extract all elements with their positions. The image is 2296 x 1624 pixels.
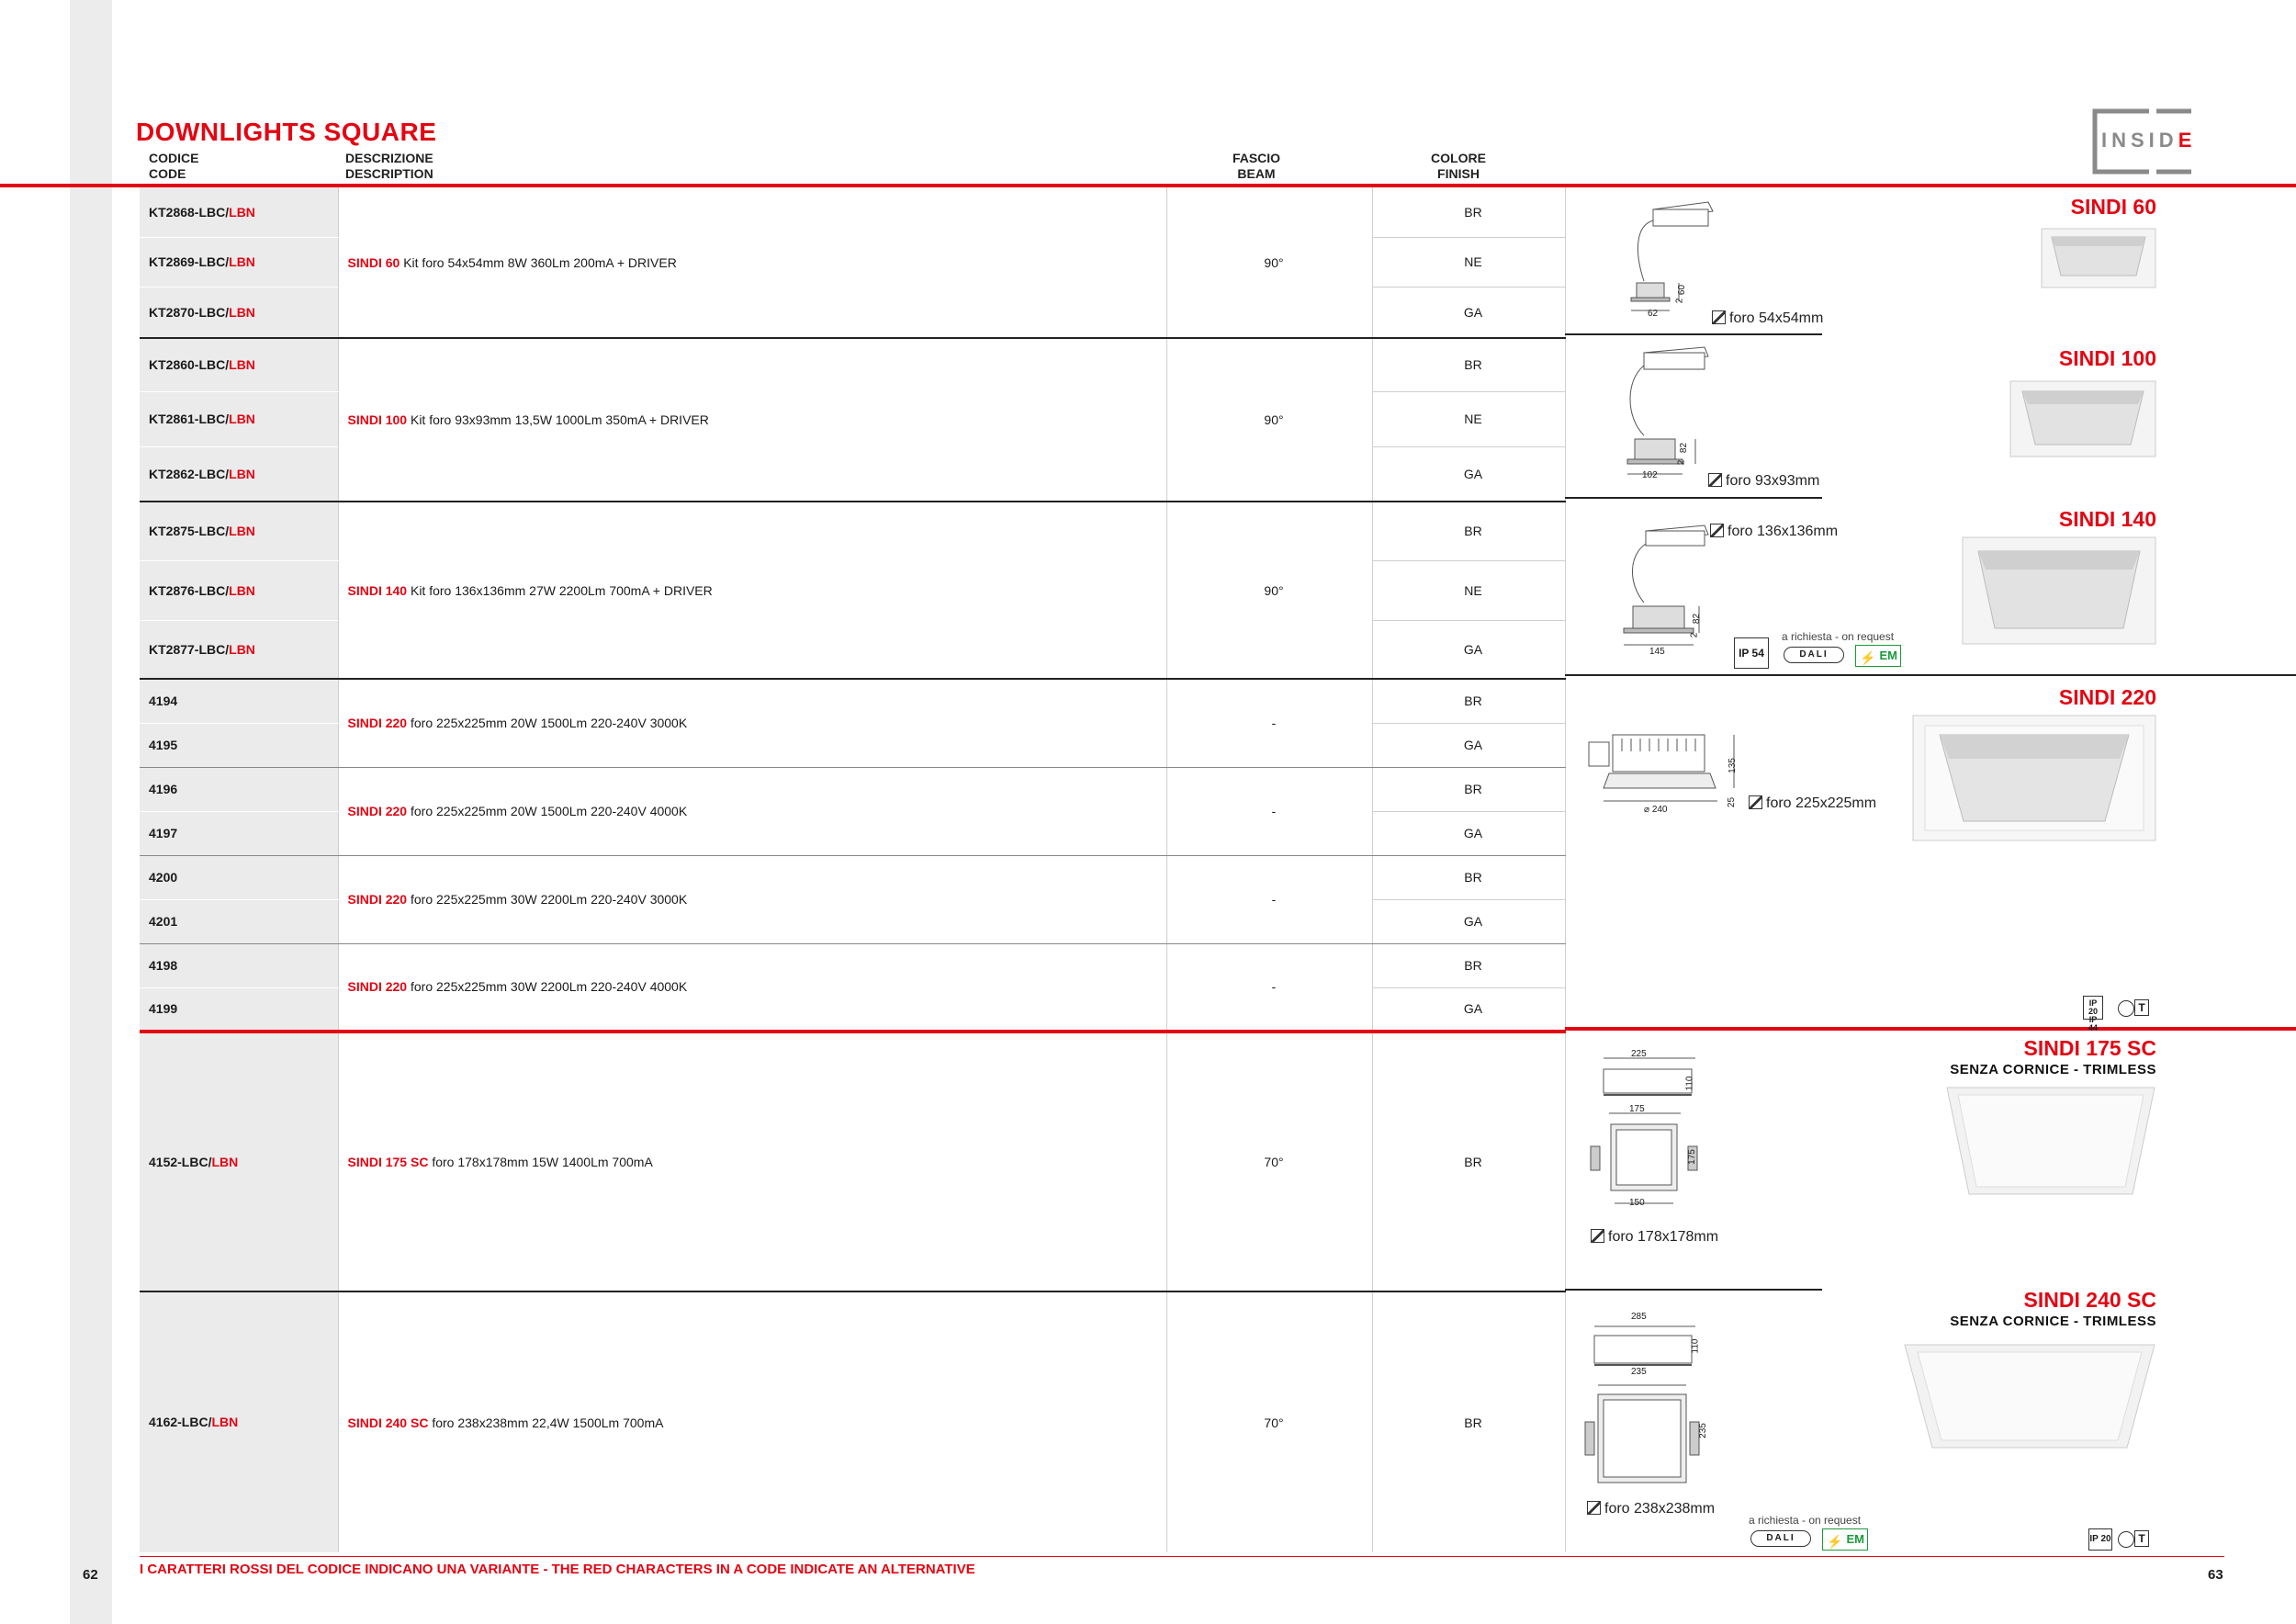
finish-cell: BR xyxy=(1372,679,1565,723)
cutout-label xyxy=(1587,1501,1715,1517)
dim-frame-height: 175 xyxy=(1686,1149,1697,1165)
cutout-icon xyxy=(1708,473,1722,487)
dim-flange: 2 xyxy=(1676,459,1687,466)
code-variant: LBN xyxy=(229,582,255,598)
code-cell xyxy=(140,502,338,560)
code-cell xyxy=(140,237,338,287)
dim-height: 82 xyxy=(1679,442,1690,454)
page-number-left: 62 xyxy=(83,1567,98,1583)
dali-badge: DALI xyxy=(1784,647,1844,663)
section-separator xyxy=(1565,1027,2296,1031)
code-cell xyxy=(140,1291,338,1552)
header-description xyxy=(345,151,433,182)
product-spec: foro 225x225mm 20W 1500Lm 220-240V 4000K xyxy=(407,804,688,818)
sindi-100-photo xyxy=(2009,380,2156,457)
product-title: SINDI 220 xyxy=(2058,685,2156,709)
dim-height: 60 xyxy=(1677,284,1688,296)
product-spec: Kit foro 54x54mm 8W 360Lm 200mA + DRIVER xyxy=(400,254,677,270)
footer-rule xyxy=(140,1556,2224,1557)
code-variant: LBN xyxy=(229,304,255,320)
table-row xyxy=(140,943,1565,987)
cutout-label xyxy=(1710,524,1838,540)
sindi-240-sc-photo xyxy=(1903,1343,2156,1449)
finish-cell: BR xyxy=(1372,943,1565,987)
dali-badge: DALI xyxy=(1750,1530,1811,1547)
dim-flange: 25 xyxy=(1727,796,1738,808)
table-row xyxy=(140,1291,1565,1552)
code-cell: 4199 xyxy=(140,987,338,1032)
product-spec: Kit foro 136x136mm 27W 2200Lm 700mA + DRIVER xyxy=(407,582,713,598)
finish-cell: NE xyxy=(1372,391,1565,446)
code-cell xyxy=(140,446,338,502)
description-cell xyxy=(338,855,1166,943)
code-base: KT2860-LBC/ xyxy=(149,357,230,373)
code-base: KT2862-LBC/ xyxy=(149,466,230,481)
emergency-badge xyxy=(1855,645,1901,667)
code-base: KT2869-LBC/ xyxy=(149,254,230,269)
ip44-text: IP 44 xyxy=(2088,1015,2098,1032)
product-name: SINDI 175 SC xyxy=(347,1155,429,1169)
product-subtitle: SENZA CORNICE - TRIMLESS xyxy=(1950,1062,2156,1077)
product-spec: foro 225x225mm 30W 2200Lm 220-240V 3000K xyxy=(407,892,688,907)
finish-cell: BR xyxy=(1372,767,1565,811)
product-name: SINDI 220 xyxy=(347,804,408,818)
group-separator xyxy=(1565,497,1822,499)
table-row xyxy=(140,855,1565,899)
code-cell xyxy=(140,620,338,679)
code-cell xyxy=(140,391,338,446)
product-name: SINDI 60 xyxy=(347,254,400,270)
header-desc-it: DESCRIZIONE xyxy=(345,151,433,165)
cutout-icon xyxy=(1712,310,1726,324)
finish-cell: BR xyxy=(1372,855,1565,899)
header-finish xyxy=(1429,151,1488,182)
code-variant: LBN xyxy=(229,641,255,657)
running-man-icon: ⚡ xyxy=(1827,1534,1843,1549)
page-number-right: 63 xyxy=(2208,1567,2223,1583)
product-table xyxy=(140,187,1566,1553)
finish-cell: BR xyxy=(1372,1032,1565,1291)
cutout-label xyxy=(1749,795,1876,812)
finish-cell: GA xyxy=(1372,811,1565,855)
description-cell xyxy=(338,187,1166,338)
beam-cell: - xyxy=(1166,943,1372,1032)
beam-cell: 90° xyxy=(1166,502,1372,679)
beam-cell: - xyxy=(1166,679,1372,767)
on-request-note: a richiesta - on request xyxy=(1749,1514,1862,1527)
code-variant: LBN xyxy=(229,204,255,220)
code-variant: LBN xyxy=(229,524,255,539)
dim-width: 285 xyxy=(1631,1312,1647,1322)
emergency-badge xyxy=(1822,1528,1868,1551)
finish-cell: GA xyxy=(1372,287,1565,338)
product-spec: foro 238x238mm 22,4W 1500Lm 700mA xyxy=(428,1415,664,1430)
code-cell: 4201 xyxy=(140,899,338,943)
dim-frame-width: 175 xyxy=(1629,1104,1645,1114)
beam-cell: - xyxy=(1166,767,1372,855)
cutout-icon xyxy=(1587,1501,1601,1515)
cutout-text: foro 136x136mm xyxy=(1728,524,1839,539)
sindi-220-drawing xyxy=(1585,731,1750,823)
beam-cell: 90° xyxy=(1166,187,1372,338)
cutout-label xyxy=(1712,310,1823,327)
header-code-it: CODICE xyxy=(149,151,199,165)
description-cell xyxy=(338,1291,1166,1552)
product-name: SINDI 100 xyxy=(347,412,408,427)
code-cell xyxy=(140,287,338,338)
finish-cell: GA xyxy=(1372,620,1565,679)
ip54-badge: IP 54 xyxy=(1734,637,1769,669)
sindi-175-sc-drawing xyxy=(1585,1047,1714,1222)
ip20-text: IP 20 xyxy=(2088,998,2098,1016)
product-subtitle: SENZA CORNICE - TRIMLESS xyxy=(1950,1314,2156,1329)
code-variant: LBN xyxy=(229,357,255,373)
header-code xyxy=(149,151,198,182)
finish-cell: GA xyxy=(1372,987,1565,1032)
cutout-icon xyxy=(1591,1229,1604,1243)
description-cell xyxy=(338,338,1166,502)
description-cell xyxy=(338,679,1166,767)
finish-cell: NE xyxy=(1372,560,1565,620)
dim-inner-width: 150 xyxy=(1629,1198,1645,1208)
product-title: SINDI 175 SC xyxy=(2023,1036,2156,1060)
description-cell xyxy=(338,943,1166,1032)
finish-cell: GA xyxy=(1372,446,1565,502)
dim-width: 225 xyxy=(1631,1049,1647,1059)
product-name: SINDI 140 xyxy=(347,582,408,598)
sindi-100-drawing xyxy=(1616,344,1717,491)
thermal-protection-icon xyxy=(2118,1531,2134,1548)
dim-width: 102 xyxy=(1642,470,1658,480)
code-cell xyxy=(140,338,338,391)
finish-cell: GA xyxy=(1372,899,1565,943)
code-cell: 4197 xyxy=(140,811,338,855)
table-row xyxy=(140,1032,1565,1291)
code-cell xyxy=(140,560,338,620)
code-variant: LBN xyxy=(229,466,255,481)
dim-height: 110 xyxy=(1684,1076,1695,1091)
code-cell: 4200 xyxy=(140,855,338,899)
dim-frame-height: 235 xyxy=(1697,1423,1708,1438)
code-base: 4152-LBC/ xyxy=(149,1155,212,1169)
code-base: KT2870-LBC/ xyxy=(149,304,230,320)
code-cell: 4198 xyxy=(140,943,338,987)
code-cell: 4194 xyxy=(140,679,338,723)
dim-width: ⌀ 240 xyxy=(1644,805,1668,815)
finish-cell: BR xyxy=(1372,502,1565,560)
cutout-text: foro 93x93mm xyxy=(1726,473,1820,489)
product-title: SINDI 240 SC xyxy=(2023,1288,2156,1312)
finish-cell: BR xyxy=(1372,1291,1565,1552)
running-man-icon: ⚡ xyxy=(1860,650,1876,665)
inside-logo xyxy=(2092,108,2197,175)
product-spec: foro 178x178mm 15W 1400Lm 700mA xyxy=(428,1155,653,1169)
em-text: EM xyxy=(1846,1532,1864,1546)
t-rating-badge: T xyxy=(2134,999,2149,1016)
dim-frame-width: 235 xyxy=(1631,1367,1647,1377)
t-rating-badge: T xyxy=(2134,1530,2149,1547)
dim-height: 110 xyxy=(1690,1338,1701,1354)
header-finish-it: COLORE xyxy=(1431,151,1486,165)
finish-cell: BR xyxy=(1372,187,1565,237)
product-spec: Kit foro 93x93mm 13,5W 1000Lm 350mA + DRIVER xyxy=(407,412,709,427)
code-variant: LBN xyxy=(211,1415,239,1430)
logo-letter-e: E xyxy=(2178,129,2197,152)
sindi-60-drawing xyxy=(1626,198,1717,322)
sindi-140-photo xyxy=(1962,536,2156,645)
dim-width: 145 xyxy=(1649,647,1665,657)
cutout-text: foro 54x54mm xyxy=(1729,310,1824,326)
header-beam-en: BEAM xyxy=(1237,166,1276,181)
dim-height: 135 xyxy=(1727,758,1738,773)
code-base: KT2877-LBC/ xyxy=(149,641,230,657)
header-finish-en: FINISH xyxy=(1437,166,1480,181)
group-separator xyxy=(1565,333,1822,335)
on-request-note: a richiesta - on request xyxy=(1782,630,1895,643)
beam-cell: 90° xyxy=(1166,338,1372,502)
table-row xyxy=(140,679,1565,723)
table-row xyxy=(140,502,1565,560)
footer-note: I CARATTERI ROSSI DEL CODICE INDICANO UNA VARIANTE - THE RED CHARACTERS IN A CODE INDICATE AN ALTERNATIVE xyxy=(140,1562,975,1577)
sindi-175-sc-photo xyxy=(1945,1086,2156,1196)
product-name: SINDI 220 xyxy=(347,979,408,995)
cutout-label xyxy=(1708,473,1819,490)
page-title: DOWNLIGHTS SQUARE xyxy=(136,118,437,146)
thermal-protection-icon xyxy=(2118,1000,2134,1017)
sindi-140-drawing xyxy=(1616,518,1717,665)
code-base: 4162-LBC/ xyxy=(149,1415,212,1430)
product-spec: foro 225x225mm 20W 1500Lm 220-240V 3000K xyxy=(407,716,688,731)
code-variant: LBN xyxy=(229,254,255,269)
code-cell xyxy=(140,1032,338,1291)
dim-height: 82 xyxy=(1692,613,1703,625)
ip-rating-badge xyxy=(2083,996,2103,1032)
header-beam-it: FASCIO xyxy=(1232,151,1281,165)
code-cell: 4195 xyxy=(140,723,338,767)
product-title: SINDI 140 xyxy=(2058,507,2156,531)
finish-cell: NE xyxy=(1372,237,1565,287)
cutout-text: foro 178x178mm xyxy=(1608,1229,1719,1245)
product-title: SINDI 60 xyxy=(2070,195,2156,219)
product-spec: foro 225x225mm 30W 2200Lm 220-240V 4000K xyxy=(407,979,688,995)
code-cell xyxy=(140,187,338,237)
description-cell xyxy=(338,1032,1166,1291)
product-name: SINDI 240 SC xyxy=(347,1415,429,1430)
beam-cell: - xyxy=(1166,855,1372,943)
logo-text xyxy=(2099,129,2198,152)
product-title: SINDI 100 xyxy=(2058,346,2156,370)
ip20-badge: IP 20 xyxy=(2088,1528,2112,1551)
logo-letters: INSID xyxy=(2101,129,2178,152)
code-variant: LBN xyxy=(211,1155,239,1169)
header-desc-en: DESCRIPTION xyxy=(345,166,433,181)
code-base: KT2868-LBC/ xyxy=(149,204,230,220)
cutout-label xyxy=(1591,1229,1718,1246)
description-cell xyxy=(338,502,1166,679)
table-row xyxy=(140,767,1565,811)
product-name: SINDI 220 xyxy=(347,716,408,731)
description-cell xyxy=(338,767,1166,855)
cutout-text: foro 225x225mm xyxy=(1766,795,1877,811)
dim-flange: 2 xyxy=(1689,632,1700,638)
code-variant: LBN xyxy=(229,412,255,426)
em-text: EM xyxy=(1879,648,1897,662)
page-spine xyxy=(70,0,112,1624)
product-name: SINDI 220 xyxy=(347,892,408,907)
table-row xyxy=(140,187,1565,237)
cutout-icon xyxy=(1749,795,1762,809)
beam-cell: 70° xyxy=(1166,1032,1372,1291)
header-beam xyxy=(1227,151,1286,182)
code-base: KT2875-LBC/ xyxy=(149,524,230,539)
group-separator xyxy=(1565,674,2296,676)
beam-cell: 70° xyxy=(1166,1291,1372,1552)
sindi-60-photo xyxy=(2041,228,2156,288)
cutout-text: foro 238x238mm xyxy=(1604,1501,1716,1517)
sindi-220-photo xyxy=(1912,715,2156,841)
code-cell: 4196 xyxy=(140,767,338,811)
group-separator xyxy=(1565,1289,1822,1291)
code-base: KT2861-LBC/ xyxy=(149,412,230,426)
finish-cell: GA xyxy=(1372,723,1565,767)
dim-width: 62 xyxy=(1648,309,1659,319)
header-code-en: CODE xyxy=(149,166,186,181)
table-row xyxy=(140,338,1565,391)
finish-cell: BR xyxy=(1372,338,1565,391)
dim-flange: 2 xyxy=(1674,298,1685,304)
dim-width-value: 240 xyxy=(1651,805,1668,815)
code-base: KT2876-LBC/ xyxy=(149,582,230,598)
